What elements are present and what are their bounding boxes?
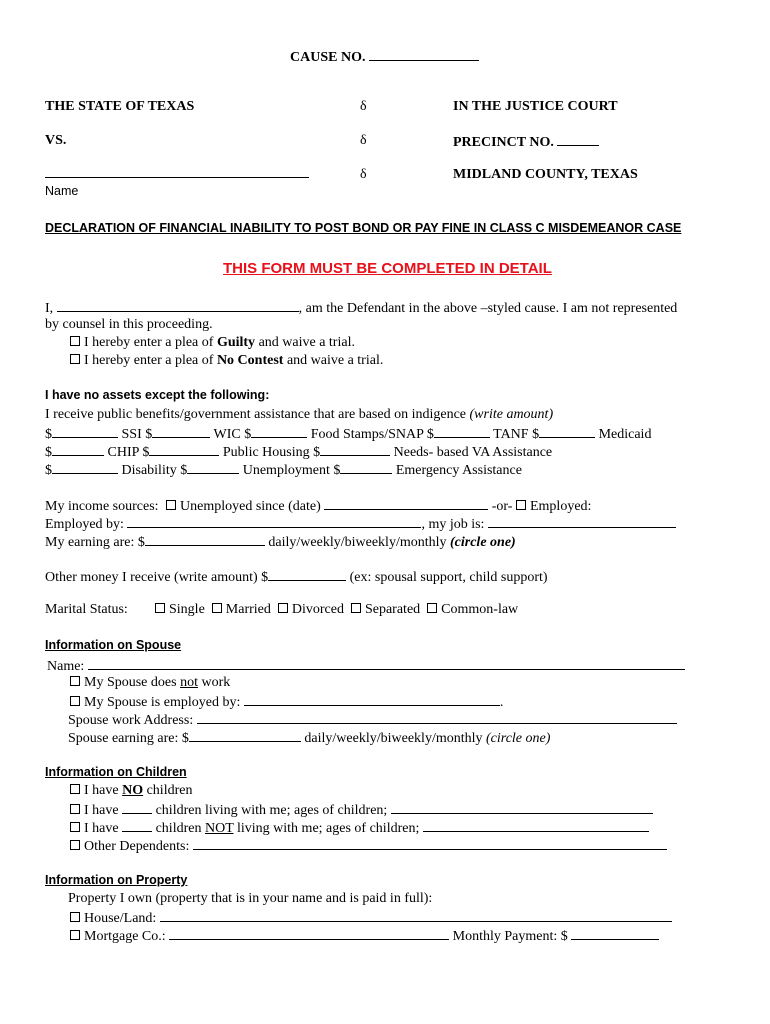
unemployed-date-field[interactable] xyxy=(324,497,488,510)
property-intro: Property I own (property that is in your name and is paid in full): xyxy=(68,891,433,906)
plea-guilty-option[interactable]: I hereby enter a plea of Guilty and waive a trial. xyxy=(70,335,355,351)
no-children-option[interactable]: I have NO children xyxy=(70,783,192,799)
county-label: MIDLAND COUNTY, TEXAS xyxy=(453,167,638,182)
assets-heading: I have no assets except the following: xyxy=(45,388,270,402)
employed-checkbox[interactable] xyxy=(516,500,526,510)
spouse-earning-line: Spouse earning are: $ daily/weekly/biweekly/monthly (circle one) xyxy=(68,731,551,746)
marital-status-options xyxy=(155,602,518,618)
plea-no-contest-option[interactable]: I hereby enter a plea of No Contest and waive a trial. xyxy=(70,353,383,369)
ssi-amount[interactable] xyxy=(52,425,118,438)
benefits-row-1: $ SSI $ WIC $ Food Stamps/SNAP $ TANF $ Medicaid xyxy=(45,427,652,442)
children-not-living-count[interactable] xyxy=(122,819,152,832)
chip-amount[interactable] xyxy=(52,443,104,456)
va-amount[interactable] xyxy=(320,443,390,456)
marital-option[interactable]: Separated xyxy=(351,602,420,617)
job-field[interactable] xyxy=(488,515,676,528)
earning-field[interactable] xyxy=(145,533,265,546)
caption-separator: δ xyxy=(360,167,367,182)
cause-number: CAUSE NO. xyxy=(290,48,479,66)
precinct-field[interactable] xyxy=(557,133,599,146)
employer-field[interactable] xyxy=(127,515,421,528)
mortgage-option[interactable]: Mortgage Co.: Monthly Payment: $ xyxy=(70,927,659,945)
spouse-employed-option[interactable]: My Spouse is employed by: . xyxy=(70,693,503,711)
spouse-address-line: Spouse work Address: xyxy=(68,711,677,729)
guilty-checkbox[interactable] xyxy=(70,336,80,346)
other-money-field[interactable] xyxy=(268,568,346,581)
children-not-living-option[interactable]: I have children NOT living with me; ages of children; xyxy=(70,819,649,837)
wic-amount[interactable] xyxy=(152,425,210,438)
employer-line: Employed by: , my job is: xyxy=(45,515,676,533)
children-not-living-ages[interactable] xyxy=(423,819,649,832)
spouse-no-work-option[interactable]: My Spouse does not work xyxy=(70,675,230,691)
other-dependents-field[interactable] xyxy=(193,837,667,850)
name-label: Name xyxy=(45,184,79,198)
defendant-name-field[interactable] xyxy=(45,165,309,178)
benefits-row-3: $ Disability $ Unemployment $ Emergency Assistance xyxy=(45,463,522,478)
declarant-line: I, , am the Defendant in the above –styled cause. I am not represented xyxy=(45,301,678,316)
property-heading: Information on Property xyxy=(45,873,188,887)
spouse-address-field[interactable] xyxy=(197,711,677,724)
spouse-heading: Information on Spouse xyxy=(45,638,182,652)
disability-amount[interactable] xyxy=(52,461,118,474)
tanf-amount[interactable] xyxy=(434,425,490,438)
spouse-name-field[interactable] xyxy=(88,657,685,670)
benefits-intro: I receive public benefits/government assistance that are based on indigence (write amount) xyxy=(45,407,554,422)
house-land-option[interactable]: House/Land: xyxy=(70,909,672,927)
other-money-line: Other money I receive (write amount) $ (ex: spousal support, child support) xyxy=(45,570,548,585)
marital-option[interactable]: Common-law xyxy=(427,602,518,617)
unemployment-amount[interactable] xyxy=(187,461,239,474)
cause-number-field[interactable] xyxy=(369,48,479,61)
housing-amount[interactable] xyxy=(149,443,219,456)
spouse-employer-field[interactable] xyxy=(244,693,500,706)
benefits-row-2: $ CHIP $ Public Housing $ Needs- based VA Assistance xyxy=(45,445,553,460)
other-dependents-option[interactable]: Other Dependents: xyxy=(70,837,667,855)
form-title: DECLARATION OF FINANCIAL INABILITY TO POST BOND OR PAY FINE IN CLASS C MISDEMEANOR CASE xyxy=(45,221,682,235)
spouse-name-line: Name: xyxy=(47,657,685,675)
food-amount[interactable] xyxy=(251,425,307,438)
no-contest-checkbox[interactable] xyxy=(70,354,80,364)
spouse-earning-field[interactable] xyxy=(189,729,301,742)
vs-label: VS. xyxy=(45,133,67,148)
caption-separator: δ xyxy=(360,133,367,148)
marital-status-label: Marital Status: xyxy=(45,602,128,617)
medicaid-amount[interactable] xyxy=(539,425,595,438)
state-label: THE STATE OF TEXAS xyxy=(45,99,195,114)
children-living-ages[interactable] xyxy=(391,801,653,814)
house-land-field[interactable] xyxy=(160,909,672,922)
children-heading: Information on Children xyxy=(45,765,187,779)
children-living-count[interactable] xyxy=(122,801,152,814)
unemployed-checkbox[interactable] xyxy=(166,500,176,510)
marital-option[interactable]: Married xyxy=(212,602,271,617)
income-sources-line: My income sources: Unemployed since (date) -or- Employed: xyxy=(45,499,592,514)
monthly-payment-field[interactable] xyxy=(571,927,659,940)
counsel-line: by counsel in this proceeding. xyxy=(45,317,213,332)
earning-line: My earning are: $ daily/weekly/biweekly/monthly (circle one) xyxy=(45,535,516,550)
completion-notice: THIS FORM MUST BE COMPLETED IN DETAIL xyxy=(223,260,552,277)
children-living-option[interactable]: I have children living with me; ages of children; xyxy=(70,801,653,819)
declarant-name-field[interactable] xyxy=(57,299,299,312)
emergency-amount[interactable] xyxy=(340,461,392,474)
marital-option[interactable]: Divorced xyxy=(278,602,344,617)
precinct-label: PRECINCT NO. xyxy=(453,133,599,151)
mortgage-company-field[interactable] xyxy=(169,927,449,940)
marital-option[interactable]: Single xyxy=(155,602,205,617)
court-label: IN THE JUSTICE COURT xyxy=(453,99,618,114)
caption-separator: δ xyxy=(360,99,367,114)
